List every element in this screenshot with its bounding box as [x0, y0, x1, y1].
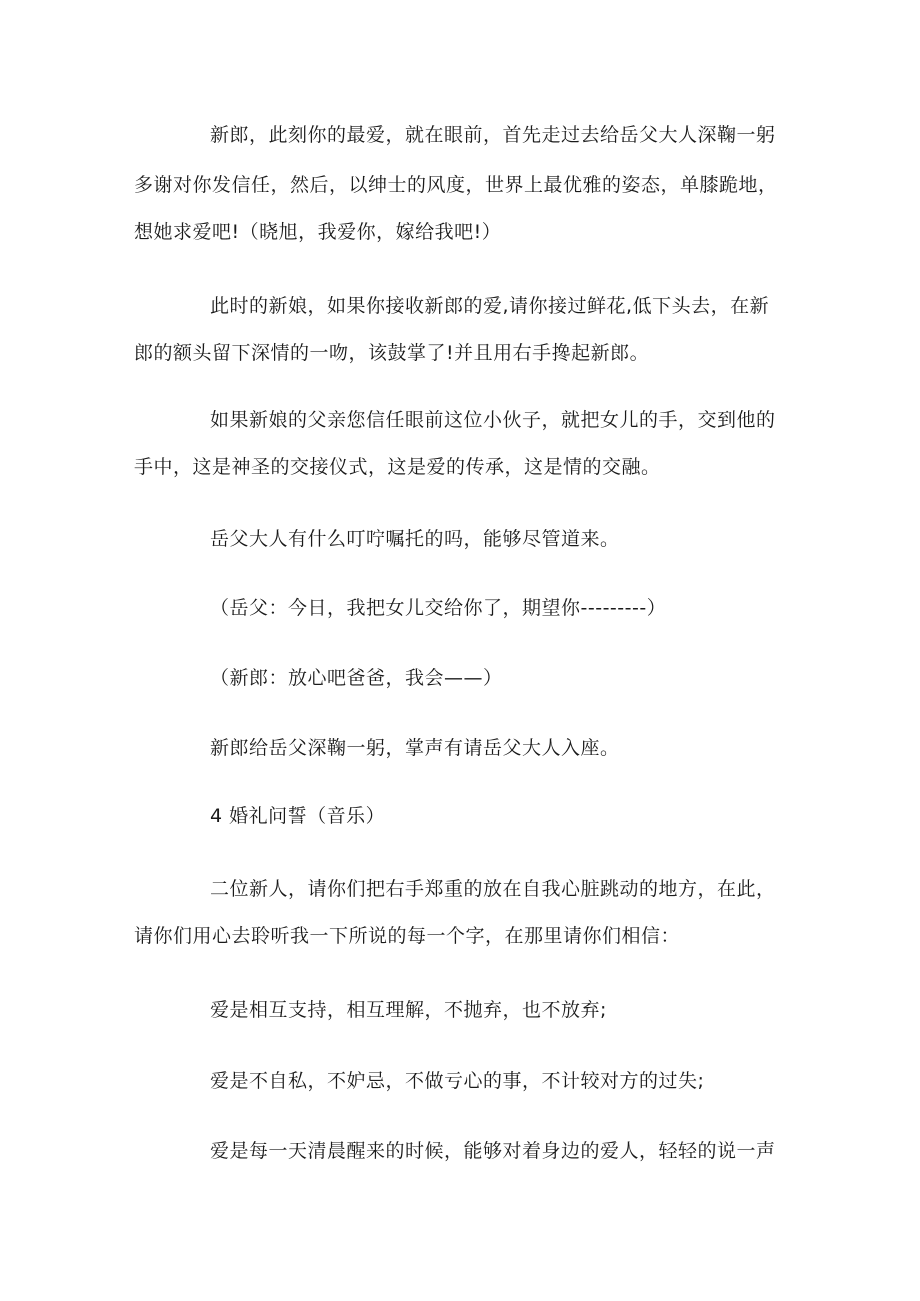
paragraph-7: 新郎给岳父深鞠一躬，掌声有请岳父大人入座。 [210, 737, 620, 759]
paragraph-1-line-1: 新郎，此刻你的最爱，就在眼前，首先走过去给岳父大人深鞠一躬 [210, 124, 776, 146]
paragraph-1-line-2: 多谢对你发信任，然后，以绅士的风度，世界上最优雅的姿态，单膝跪地， [134, 174, 778, 196]
paragraph-10: 爱是相互支持，相互理解，不抛弃，也不放弃; [210, 999, 607, 1021]
paragraph-9-line-2: 请你们用心去聆听我一下所说的每一个字，在那里请你们相信： [134, 925, 681, 947]
paragraph-12: 爱是每一天清晨醒来的时候，能够对着身边的爱人，轻轻的说一声 [210, 1140, 776, 1162]
paragraph-11: 爱是不自私，不妒忌，不做亏心的事，不计较对方的过失; [210, 1070, 705, 1092]
paragraph-2-line-2: 郎的额头留下深情的一吻，该鼓掌了!并且用右手搀起新郎。 [134, 342, 650, 364]
section-heading: 4 婚礼问誓（音乐） [210, 805, 386, 827]
paragraph-6: （新郎：放心吧爸爸，我会——） [210, 667, 503, 689]
paragraph-2-line-1: 此时的新娘，如果你接收新郎的爱,请你接过鲜花,低下头去，在新 [210, 295, 770, 317]
paragraph-9-line-1: 二位新人，请你们把右手郑重的放在自我心脏跳动的地方，在此， [210, 878, 776, 900]
paragraph-5: （岳父：今日，我把女儿交给你了，期望你---------） [210, 597, 667, 619]
paragraph-3-line-1: 如果新娘的父亲您信任眼前这位小伙子，就把女儿的手，交到他的 [210, 409, 776, 431]
paragraph-4: 岳父大人有什么叮咛嘱托的吗，能够尽管道来。 [210, 528, 620, 550]
paragraph-1-line-3: 想她求爱吧!（晓旭，我爱你，嫁给我吧!） [134, 221, 502, 243]
paragraph-3-line-2: 手中，这是神圣的交接仪式，这是爱的传承，这是情的交融。 [134, 456, 661, 478]
